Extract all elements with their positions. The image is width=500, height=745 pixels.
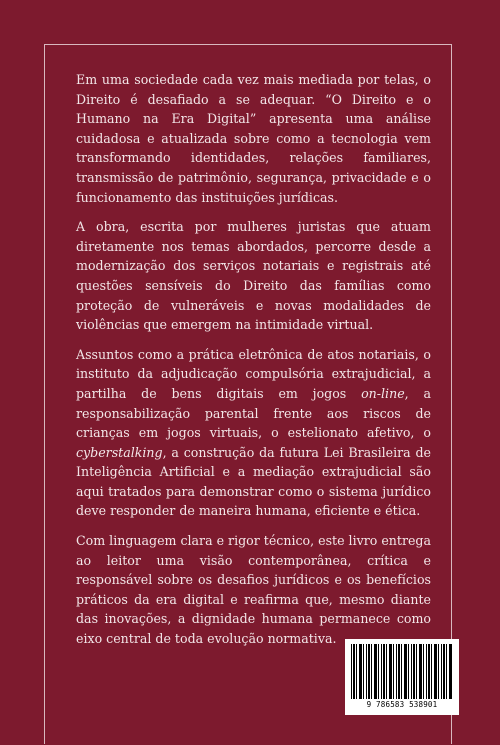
- term-online: on-line: [361, 385, 405, 401]
- barcode-digits: 9 786583 538901: [366, 700, 438, 709]
- isbn-barcode: [345, 639, 459, 715]
- paragraph-topics: [76, 345, 431, 521]
- paragraph-intro: Em uma sociedade cada vez mais mediada por telas, o Direito é desafiado a se adequar. “O Direito e o Humano na Era Digital” apresenta uma análise cuidadosa e atualizada sobre como a tecnologia vem transformando identidades, relações familiares, transmissão de patrimônio, segurança, privacidade e o funcionamento das instituições jurídicas.: [76, 72, 431, 205]
- barcode-bars: [351, 644, 453, 699]
- term-cyberstalking: cyberstalking: [76, 444, 163, 460]
- back-cover-text: [76, 70, 431, 659]
- paragraph-topics-part-c: , a responsabilização parental frente aos riscos de crianças em jogos virtuais, o estelionato afetivo, o: [76, 385, 431, 441]
- paragraph-conclusion: Com linguagem clara e rigor técnico, este livro entrega ao leitor uma visão contemporânea, crítica e responsável sobre os desafios jurídicos e os benefícios práticos da era digital e reafirma que, mesmo diante das inovações, a dignidade humana permanece como eixo central de toda evolução normativa.: [76, 533, 431, 647]
- paragraph-topics-part-e: , a construção da futura Lei Brasileira de Inteligência Artificial e a mediação extrajudicial são aqui tratados para demonstrar como o sistema jurídico deve responder de maneira humana, eficiente e ética.: [76, 444, 431, 519]
- paragraph-topics-part-a: Assuntos como a prática eletrônica de atos notariais, o instituto da adjudicação compulsória extrajudicial, a partilha de bens digitais em jogos: [76, 346, 431, 401]
- paragraph-authors: A obra, escrita por mulheres juristas que atuam diretamente nos temas abordados, percorre desde a modernização dos serviços notariais e registrais até questões sensíveis do Direito das famílias como proteção de vulneráveis e novas modalidades de violências que emergem na intimidade virtual.: [76, 219, 431, 333]
